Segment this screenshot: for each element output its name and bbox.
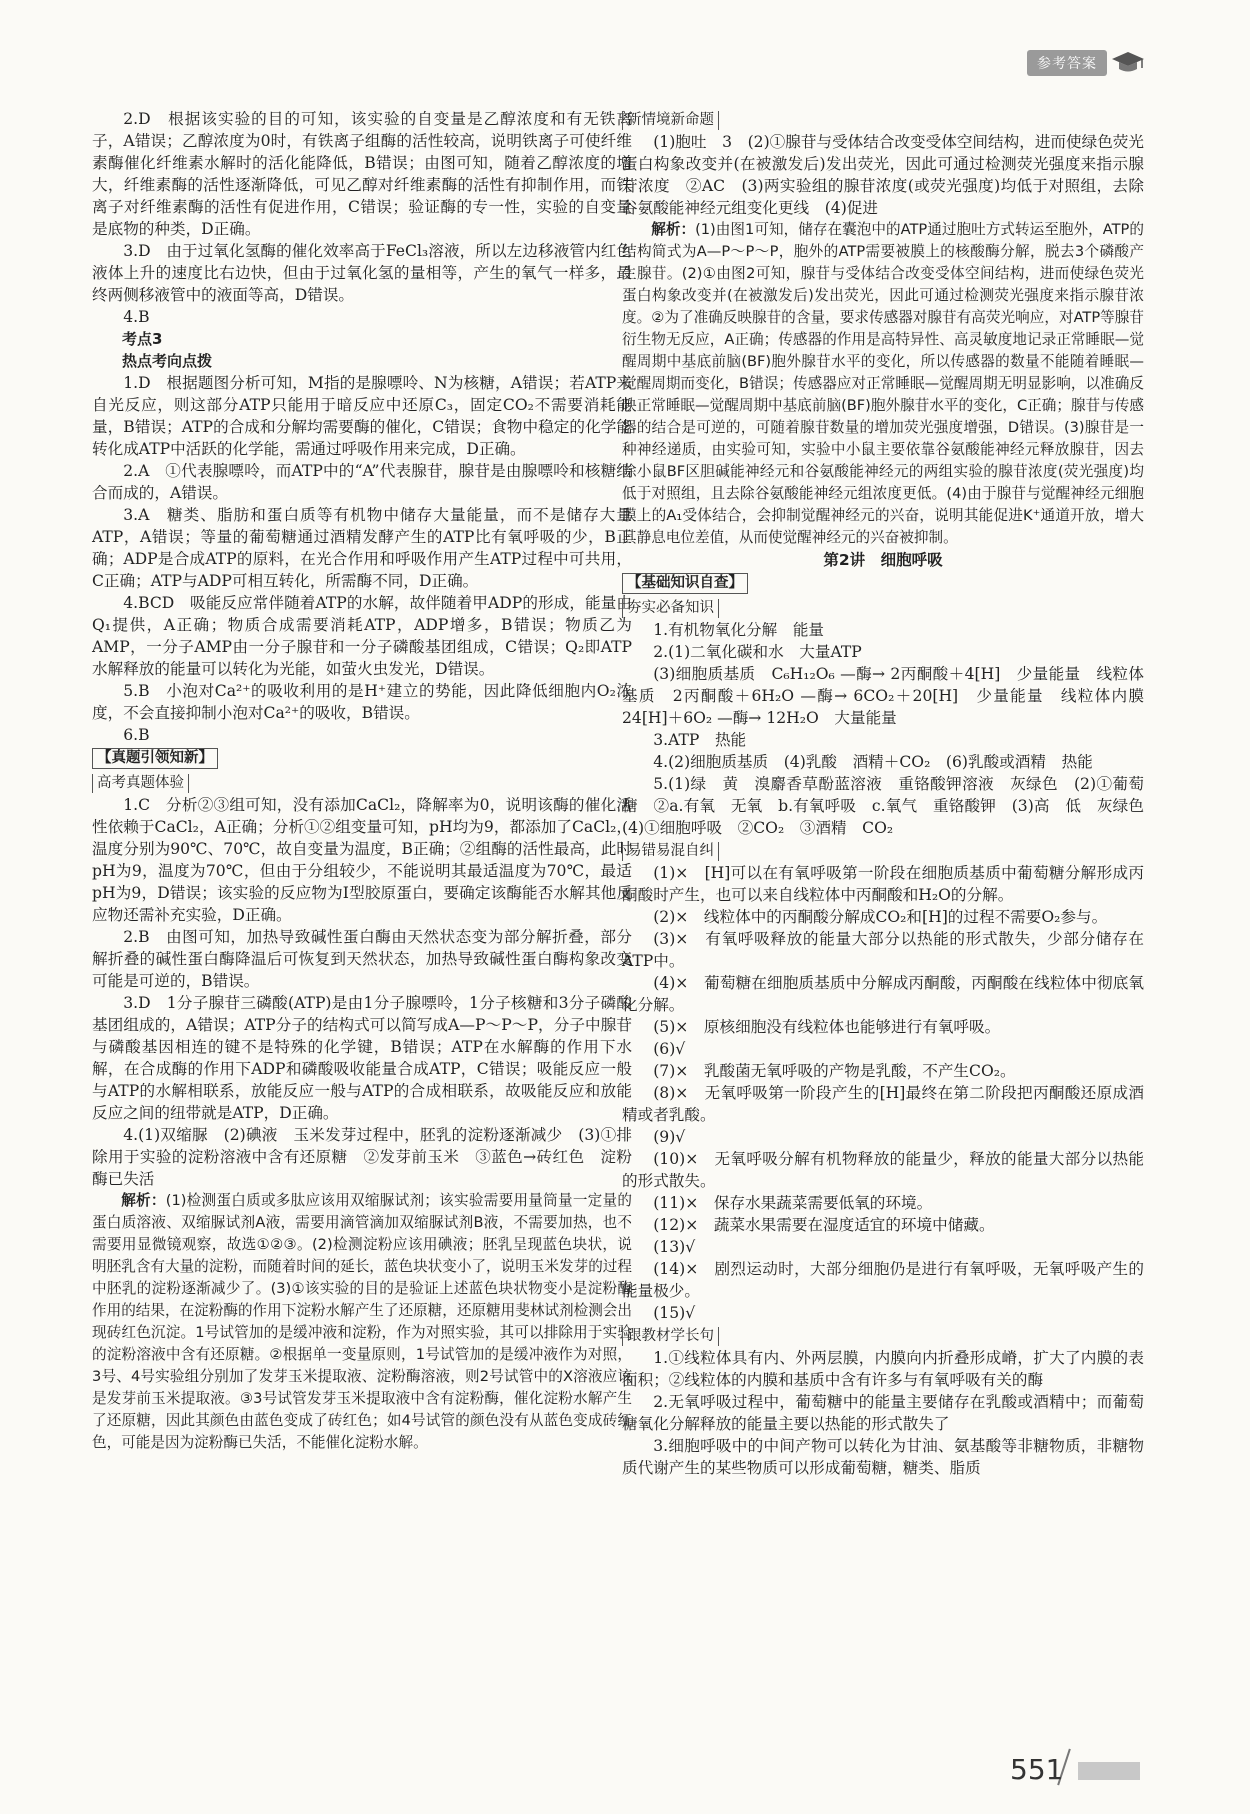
answer-paragraph: 4.BCD 吸能反应常伴随着ATP的水解，故伴随着甲ADP的形成，能量由Q₁提供，A正确；物质合成需要消耗ATP，ADP增多，B错误；物质乙为AMP，一分子AMP由一分子腺苷和一分子磷酸基团组成，C错误；Q₂即ATP水解释放的能量可以转化为光能，如萤火虫发光，D错误。	[92, 594, 632, 678]
page-number: 551	[1010, 1753, 1064, 1786]
answer-paragraph: 5.B 小泡对Ca²⁺的吸收利用的是H⁺建立的势能，因此降低细胞内O₂浓度，不会直接抑制小泡对Ca²⁺的吸收，B错误。	[92, 682, 632, 722]
header-tag-area	[1027, 50, 1145, 76]
answer-paragraph: (6)√	[653, 1040, 686, 1058]
answer-paragraph: (4)× 葡萄糖在细胞质基质中分解成丙酮酸，丙酮酸在线粒体中彻底氧化分解。	[622, 974, 1144, 1014]
page-number-bar	[1078, 1762, 1140, 1780]
answer-paragraph: 3.A 糖类、脂肪和蛋白质等有机物中储存大量能量，而不是储存大量ATP，A错误；等量的葡萄糖通过酒精发酵产生的ATP比有氧呼吸的少，B正确；ADP是合成ATP的原料，在光合作用和呼吸作用产生ATP过程中可共用，C正确；ATP与ADP可相互转化，所需酶不同，D正确。	[92, 506, 632, 590]
analysis-text: (1)检测蛋白质或多肽应该用双缩脲试剂；该实验需要用量筒量一定量的蛋白质溶液、双缩脲试剂A液，需要用滴管滴加双缩脲试剂B液，不需要加热，也不需要用显微镜观察，故选①②③。(2)检测淀粉应该用碘液；胚乳呈现蓝色块状，说明胚乳含有大量的淀粉，而随着时间的延长，蓝色块状变小了，说明玉米发芽的过程中胚乳的淀粉逐渐减少了。(3)①该实验的目的是验证上述蓝色块状物变小是淀粉酶作用的结果，在淀粉酶的作用下淀粉水解产生了还原糖，还原糖用斐林试剂检测会出现砖红色沉淀。1号试管加的是缓冲液和淀粉，作为对照实验，其可以排除用于实验的淀粉溶液中含有还原糖。②根据单一变量原则，1号试管加的是缓冲液作为对照，3号、4号实验组分别加了发芽玉米提取液、淀粉酶溶液，则2号试管中的X溶液应该是发芽前玉米提取液。③3号试管发芽玉米提取液中含有淀粉酶，催化淀粉水解产生了还原糖，因此其颜色由蓝色变成了砖红色；如4号试管的颜色没有从蓝色变成砖红色，可能是因为淀粉酶已失活，不能催化淀粉水解。	[92, 1192, 632, 1451]
answer-paragraph: (15)√	[653, 1304, 696, 1322]
answer-paragraph: (11)× 保存水果蔬菜需要低氧的环境。	[653, 1194, 933, 1212]
section-heading: 考点3	[122, 330, 163, 348]
answer-paragraph: 4.(2)细胞质基质 (4)乳酸 酒精＋CO₂ (6)乳酸或酒精 热能	[653, 753, 1093, 771]
left-column	[92, 108, 632, 1454]
answer-paragraph: 6.B	[123, 726, 150, 744]
right-column	[622, 108, 1160, 1479]
answer-paragraph: 3.D 由于过氧化氢酶的催化效率高于FeCl₃溶液，所以左边移液管内红色液体上升的速度比右边快，但由于过氧化氢的量相等，产生的氧气一样多，最终两侧移液管中的液面等高，D错误。	[92, 242, 632, 304]
analysis-paragraph	[92, 1190, 632, 1454]
answer-paragraph: 3.ATP 热能	[653, 731, 747, 749]
answer-paragraph: (3)细胞质基质 C₆H₁₂O₆ —酶→ 2丙酮酸＋4[H] 少量能量 线粒体基质 2丙酮酸＋6H₂O —酶→ 6CO₂＋20[H] 少量能量 线粒体内膜 24[H]＋6O₂ —酶→ 12H₂O 大量能量	[622, 665, 1160, 727]
answer-paragraph: 3.D 1分子腺苷三磷酸(ATP)是由1分子腺嘌呤，1分子核糖和3分子磷酸基团组成的，A错误；ATP分子的结构式可以简写成A—P～P～P，分子中腺苷与磷酸基因相连的键不是特殊的化学键，B错误；ATP在水解酶的作用下水解，在合成酶的作用下ADP和磷酸吸收能量合成ATP，C错误；吸能反应一般与ATP的水解相联系，放能反应一般与ATP的合成相联系，故吸能反应和放能反应之间的纽带就是ATP，D正确。	[92, 994, 632, 1122]
answer-paragraph: (12)× 蔬菜水果需要在湿度适宜的环境中储藏。	[653, 1216, 995, 1234]
lecture-title: 第2讲 细胞呼吸	[823, 551, 943, 569]
analysis-paragraph	[622, 219, 1144, 549]
answer-paragraph: 1.C 分析②③组可知，没有添加CaCl₂，降解率为0，说明该酶的催化活性依赖于CaCl₂，A正确；分析①②组变量可知，pH均为9，都添加了CaCl₂，温度分别为90℃、70℃，故自变量为温度，B正确；②组酶的活性最高，此时pH为9，温度为70℃，但由于分组较少，不能说明其最适温度为70℃，最适pH为9，D错误；该实验的反应物为Ⅰ型胶原蛋白，要确定该酶能否水解其他反应物还需补充实验，D正确。	[92, 796, 632, 924]
answer-paragraph: 2.D 根据该实验的目的可知，该实验的自变量是乙醇浓度和有无铁离子，A错误；乙醇浓度为0时，有铁离子组酶的活性较高，说明铁离子可使纤维素酶催化纤维素水解时的活化能降低，B错误；由图可知，随着乙醇浓度的增大，纤维素酶的活性逐渐降低，可见乙醇对纤维素酶的活性有抑制作用，而铁离子对纤维素酶的活性有促进作用，C错误；验证酶的专一性，实验的自变量是底物的种类，D正确。	[92, 110, 632, 238]
answer-paragraph: (1)胞吐 3 (2)①腺苷与受体结合改变受体空间结构，进而使绿色荧光蛋白构象改变并(在被激发后)发出荧光，因此可通过检测荧光强度来指示腺苷浓度 ②AC (3)两实验组的腺苷浓度(或荧光强度)均低于对照组，去除谷氨酸能神经元组变化更线 (4)促进	[622, 133, 1144, 217]
answer-paragraph: 5.(1)绿 黄 溴麝香草酚蓝溶液 重铬酸钾溶液 灰绿色 (2)①葡萄糖 ②a.有氧 无氧 b.有氧呼吸 c.氧气 重铬酸钾 (3)高 低 灰绿色 (4)①细胞呼吸 ②CO₂ ③酒精 CO₂	[622, 775, 1160, 837]
answer-paragraph: 4.(1)双缩脲 (2)碘液 玉米发芽过程中，胚乳的淀粉逐渐减少 (3)①排除用于实验的淀粉溶液中含有还原糖 ②发芽前玉米 ③蓝色→砖红色 淀粉酶已失活	[92, 1126, 632, 1188]
answer-paragraph: 2.无氧呼吸过程中，葡萄糖中的能量主要储存在乳酸或酒精中；而葡萄糖氧化分解释放的能量主要以热能的形式散失了	[622, 1393, 1144, 1433]
subsection-heading: 跟教材学长句	[622, 1327, 719, 1346]
answer-paragraph: (8)× 无氧呼吸第一阶段产生的[H]最终在第二阶段把丙酮酸还原成酒精或者乳酸。	[622, 1084, 1144, 1124]
answer-paragraph: (10)× 无氧呼吸分解有机物释放的能量少，释放的能量大部分以热能的形式散失。	[622, 1150, 1144, 1190]
answer-paragraph: 1.有机物氧化分解 能量	[653, 621, 825, 639]
answer-paragraph: (13)√	[653, 1238, 696, 1256]
subsection-heading: 易错易混自纠	[622, 842, 719, 861]
answer-paragraph: (9)√	[653, 1128, 686, 1146]
answer-paragraph: (5)× 原核细胞没有线粒体也能够进行有氧呼吸。	[653, 1018, 1001, 1036]
answer-paragraph: 2.(1)二氧化碳和水 大量ATP	[653, 643, 862, 661]
answer-paragraph: 2.A ①代表腺嘌呤，而ATP中的“A”代表腺苷，腺苷是由腺嘌呤和核糖结合而成的，A错误。	[92, 462, 632, 502]
answer-paragraph: 3.细胞呼吸中的中间产物可以转化为甘油、氨基酸等非糖物质，非糖物质代谢产生的某些物质可以形成葡萄糖，糖类、脂质	[622, 1437, 1144, 1477]
subsection-heading: 新情境新命题	[622, 111, 719, 130]
answer-paragraph: (1)× [H]可以在有氧呼吸第一阶段在细胞质基质中葡萄糖分解形成丙酮酸时产生，也可以来自线粒体中丙酮酸和H₂O的分解。	[622, 864, 1144, 904]
analysis-text: (1)由图1可知，储存在囊泡中的ATP通过胞吐方式转运至胞外，ATP的结构简式为A—P～P～P，胞外的ATP需要被膜上的核酸酶分解，脱去3个磷酸产生腺苷。(2)①由图2可知，腺苷与受体结合改变受体空间结构，进而使绿色荧光蛋白构象改变并(在被激发后)发出荧光，因此可通过检测荧光强度来指示腺苷浓度。②为了准确反映腺苷的含量，要求传感器对腺苷有高荧光响应，对ATP等腺苷衍生物无反应，A正确；传感器的作用是高特异性、高灵敏度地记录正常睡眠—觉醒周期中基底前脑(BF)胞外腺苷水平的变化，所以传感器的数量不能随着睡眠—觉醒周期而变化，B错误；传感器应对正常睡眠—觉醒周期无明显影响，以准确反映正常睡眠—觉醒周期中基底前脑(BF)胞外腺苷水平的变化，C正确；腺苷与传感器的结合是可逆的，可随着腺苷数量的增加荧光强度增强，D错误。(3)腺苷是一种神经递质，由实验可知，实验中小鼠主要依靠谷氨酸能神经元释放腺苷，因去除小鼠BF区胆碱能神经元和谷氨酸能神经元的两组实验的腺苷浓度(荧光强度)均低于对照组，且去除谷氨酸能神经元组浓度更低。(4)由于腺苷与觉醒神经元细胞膜上的A₁受体结合，会抑制觉醒神经元的兴奋，说明其能促进K⁺通道开放，增大其静息电位差值，从而使觉醒神经元的兴奋被抑制。	[622, 221, 1144, 546]
analysis-label: 解析：	[121, 1192, 166, 1209]
section-heading: 热点考向点拨	[122, 352, 213, 370]
answer-key-tag: 参考答案	[1027, 50, 1107, 76]
analysis-label: 解析：	[651, 221, 696, 238]
answer-paragraph: (14)× 剧烈运动时，大部分细胞仍是进行有氧呼吸，无氧呼吸产生的能量极少。	[622, 1260, 1144, 1300]
answer-paragraph: 2.B 由图可知，加热导致碱性蛋白酶由天然状态变为部分解折叠，部分解折叠的碱性蛋白酶降温后可恢复到天然状态，加热导致碱性蛋白酶构象改变可能是可逆的，B错误。	[92, 928, 632, 990]
section-box-heading: 【真题引领知新】	[92, 748, 218, 769]
subsection-heading: 高考真题体验	[92, 774, 189, 793]
graduation-cap-icon	[1111, 50, 1145, 76]
subsection-heading: 夯实必备知识	[622, 599, 719, 618]
answer-paragraph: 1.①线粒体具有内、外两层膜，内膜向内折叠形成嵴，扩大了内膜的表面积；②线粒体的内膜和基质中含有许多与有氧呼吸有关的酶	[622, 1349, 1144, 1389]
answer-paragraph: 4.B	[123, 308, 150, 326]
answer-paragraph: (2)× 线粒体中的丙酮酸分解成CO₂和[H]的过程不需要O₂参与。	[653, 908, 1108, 926]
answer-paragraph: (7)× 乳酸菌无氧呼吸的产物是乳酸，不产生CO₂。	[653, 1062, 1016, 1080]
section-box-heading: 【基础知识自查】	[622, 573, 748, 594]
answer-paragraph: (3)× 有氧呼吸释放的能量大部分以热能的形式散失，少部分储存在ATP中。	[622, 930, 1144, 970]
answer-paragraph: 1.D 根据题图分析可知，M指的是腺嘌呤、N为核糖，A错误；若ATP来自光反应，则这部分ATP只能用于暗反应中还原C₃，固定CO₂不需要消耗能量，B错误；ATP的合成和分解均需要酶的催化，C错误；食物中稳定的化学能转化成ATP中活跃的化学能，需通过呼吸作用来完成，D正确。	[92, 374, 632, 458]
